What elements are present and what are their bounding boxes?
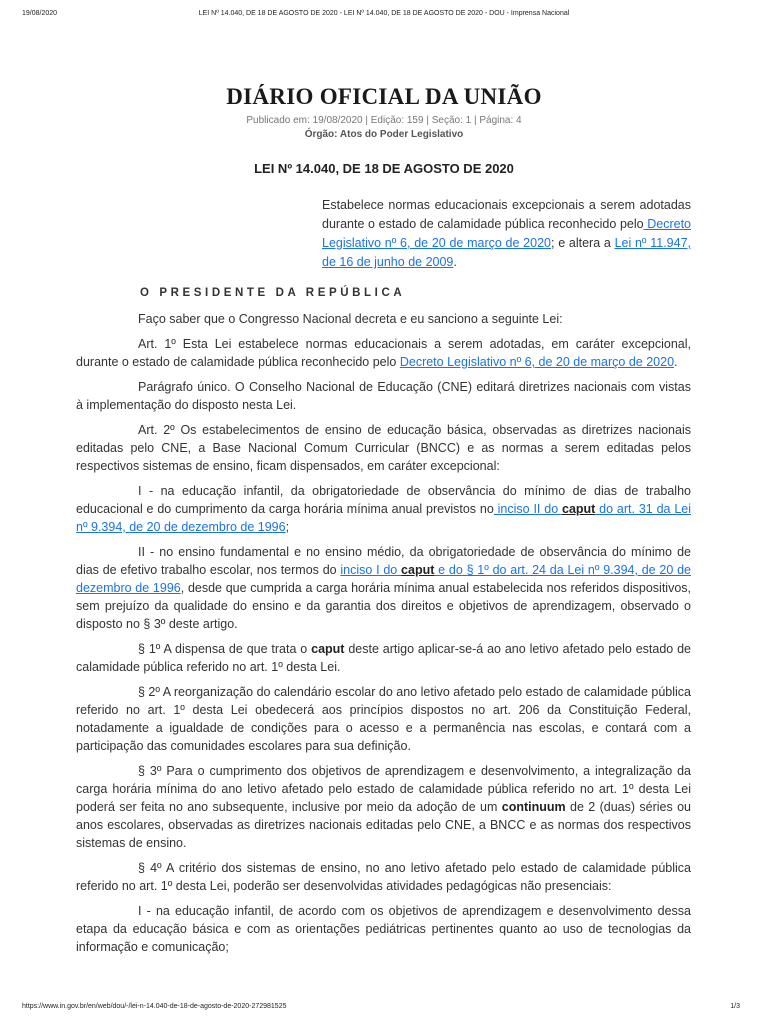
paragraph-text: I - na educação infantil, da obrigatoriedade de observância do mínimo de dias de trabalho educacional e do cumprimento da carga horária mínima anual previstos no bbox=[76, 484, 691, 516]
inciso-link[interactable]: inciso I do bbox=[340, 563, 402, 577]
paragraph-text: Faço saber que o Congresso Nacional decreta e eu sanciono a seguinte Lei: bbox=[138, 312, 563, 326]
decree-link[interactable]: Decreto Legislativo nº 6, de 20 de março de 2020 bbox=[399, 355, 675, 369]
paragraph-text: de 2 (duas) séries ou anos escolares, observadas as diretrizes nacionais editadas pelo CNE, a BNCC e as normas dos respectivos sistemas de ensino. bbox=[76, 800, 691, 850]
decree-link[interactable]: Decreto Legislativo nº 6, de 20 de março de 2020 bbox=[322, 217, 691, 250]
president-heading: O PRESIDENTE DA REPÚBLICA bbox=[140, 287, 406, 299]
caput-term: caput bbox=[311, 642, 345, 656]
law-11947-link[interactable]: Lei nº 11.947, de 16 de junho de 2009 bbox=[322, 236, 691, 269]
article-1-sole-paragraph bbox=[76, 378, 691, 414]
law-body bbox=[76, 310, 691, 963]
print-date: 19/08/2020 bbox=[22, 10, 58, 17]
article-2-paragraph-1 bbox=[76, 640, 691, 676]
paragraph-text: § 3º Para o cumprimento dos objetivos de aprendizagem e desenvolvimento, a integralização da carga horária mínima do ano letivo afetado pelo estado de calamidade pública referido no art. 1º desta Lei poderá ser feita no ano subsequente, inclusive por meio da adoção de um bbox=[76, 764, 691, 814]
publication-title: DIÁRIO OFICIAL DA UNIÃO bbox=[226, 84, 542, 109]
ementa-text: . bbox=[453, 255, 457, 269]
article-2 bbox=[76, 421, 691, 475]
paragraph-text: Art. 2º Os estabelecimentos de ensino de educação básica, observadas as diretrizes nacionais editadas pelo CNE, a Base Nacional Comum Curricular (BNCC) e as normas a serem editadas pelos respectivos sistemas de ensino, ficam dispensados, em caráter excepcional: bbox=[76, 423, 691, 473]
law-9394-link[interactable]: do art. 31 da Lei nº 9.394, de 20 de dezembro de 1996 bbox=[76, 502, 692, 534]
paragraph-text: Art. 1º Esta Lei estabelece normas educacionais a serem adotadas, em caráter excepcional, durante o estado de calamidade pública reconhecido pelo bbox=[76, 337, 691, 369]
paragraph-text: . bbox=[674, 355, 678, 369]
paragraph-text: § 2º A reorganização do calendário escolar do ano letivo afetado pelo estado de calamidade pública referido no art. 1º desta Lei obedecerá aos princípios dispostos no art. 206 da Constituição Federal, notadamente a igualdade de condições para o acesso e a permanência nas escolas, e contará com a participação das comunidades escolares para sua definição. bbox=[76, 685, 691, 753]
caput-link[interactable]: caput bbox=[401, 563, 435, 577]
publication-info: Publicado em: 19/08/2020 | Edição: 159 | Seção: 1 | Página: 4 bbox=[246, 115, 522, 126]
paragraph-text: , desde que cumprida a carga horária mínima anual estabelecida nos referidos dispositivos, sem prejuízo da qualidade do ensino e da garantia dos direitos e objetivos de aprendizagem, observado o disposto no § 3º deste artigo. bbox=[76, 581, 691, 631]
page-url: https://www.in.gov.br/en/web/dou/-/lei-n-14.040-de-18-de-agosto-de-2020-272981525 bbox=[22, 1003, 287, 1010]
ementa-text: Estabelece normas educacionais excepcionais a serem adotadas durante o estado de calamidade pública reconhecido pelo bbox=[322, 198, 691, 231]
ementa bbox=[322, 196, 691, 272]
print-document-title: LEI Nº 14.040, DE 18 DE AGOSTO DE 2020 - LEI Nº 14.040, DE 18 DE AGOSTO DE 2020 - DOU - Imprensa Nacional bbox=[198, 10, 570, 17]
organ-label bbox=[0, 129, 768, 140]
inciso-link[interactable]: inciso II do bbox=[493, 502, 562, 516]
print-footer bbox=[22, 1003, 746, 1015]
continuum-term: continuum bbox=[501, 800, 566, 814]
masthead bbox=[0, 84, 768, 140]
article-2-paragraph-3 bbox=[76, 762, 691, 852]
print-header bbox=[22, 10, 746, 22]
law-9394-link[interactable]: e do § 1º do art. 24 da Lei nº 9.394, de 20 de dezembro de 1996 bbox=[76, 563, 691, 595]
paragraph-text: I - na educação infantil, de acordo com os objetivos de aprendizagem e desenvolvimento dessa etapa da educação básica e com as orientações pediátricas pertinentes quanto ao uso de tecnologias da informação e comunicação; bbox=[76, 904, 691, 954]
paragraph-text: § 1º A dispensa de que trata o bbox=[138, 642, 312, 656]
paragraph-text: § 4º A critério dos sistemas de ensino, no ano letivo afetado pelo estado de calamidade pública referido no art. 1º desta Lei, poderão ser desenvolvidas atividades pedagógicas não presenciais: bbox=[76, 861, 691, 893]
caput-link[interactable]: caput bbox=[562, 502, 596, 516]
paragraph-text: ; bbox=[285, 520, 290, 534]
organ-label-text: Órgão: Atos do Poder Legislativo bbox=[304, 129, 464, 140]
paragraph-text: Parágrafo único. O Conselho Nacional de Educação (CNE) editará diretrizes nacionais com vistas à implementação do disposto nesta Lei. bbox=[76, 380, 691, 412]
paragraph-text: deste artigo aplicar-se-á ao ano letivo afetado pelo estado de calamidade pública referido no art. 1º desta Lei. bbox=[76, 642, 691, 674]
paragraph-text: II - no ensino fundamental e no ensino médio, da obrigatoriedade de observância do mínimo de dias de efetivo trabalho escolar, nos termos do bbox=[76, 545, 691, 577]
page-number: 1/3 bbox=[730, 1003, 740, 1010]
article-2-paragraph-4-item-1 bbox=[76, 902, 691, 956]
article-2-item-1 bbox=[76, 482, 691, 536]
article-2-paragraph-4 bbox=[76, 859, 691, 895]
article-1 bbox=[76, 335, 691, 371]
ementa-text: ; e altera a bbox=[551, 236, 615, 250]
article-2-item-2 bbox=[76, 543, 691, 633]
enactment-paragraph bbox=[76, 310, 691, 328]
article-2-paragraph-2 bbox=[76, 683, 691, 755]
law-title: LEI Nº 14.040, DE 18 DE AGOSTO DE 2020 bbox=[254, 161, 514, 176]
